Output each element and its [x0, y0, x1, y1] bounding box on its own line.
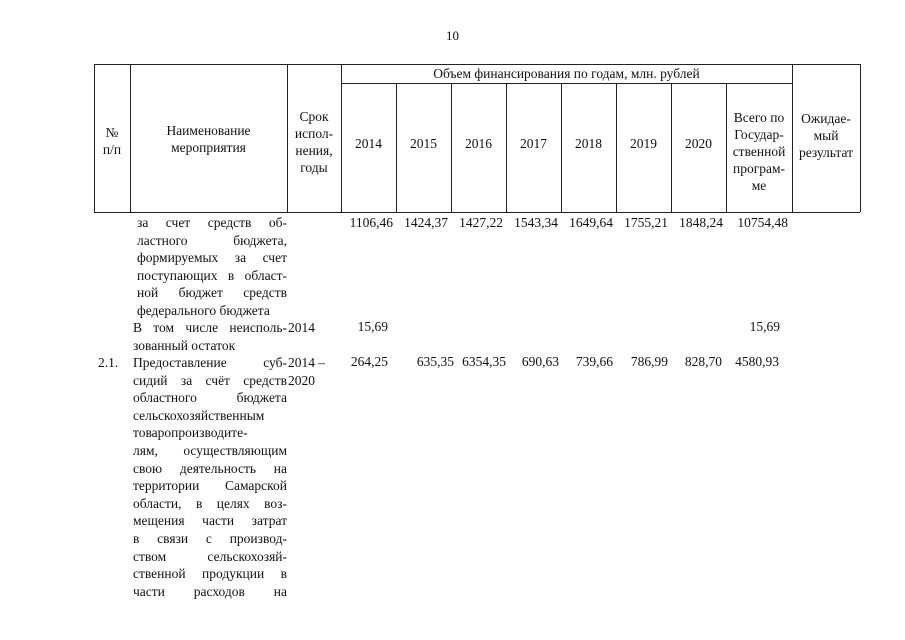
value-2019: 786,99	[630, 354, 668, 369]
header-year-2017: 2017	[520, 136, 547, 151]
value-2020: 1848,24	[679, 215, 723, 230]
page-number: 10	[446, 28, 459, 43]
row-term: 2014 – 2020	[288, 355, 326, 388]
row-term: 2014	[288, 320, 315, 335]
value-2014: 15,69	[357, 319, 388, 334]
row-num: 2.1.	[98, 355, 119, 370]
value-2017: 690,63	[521, 354, 559, 369]
header-name: Наименование мероприятия	[166, 123, 251, 155]
header-num: № п/п	[102, 125, 122, 157]
header-year-2019: 2019	[630, 136, 657, 151]
value-2020: 828,70	[684, 354, 722, 369]
row-name: В том числе неисполь- зованный остаток	[133, 320, 287, 353]
value-2017: 1543,34	[514, 215, 558, 230]
header-term: Срок испол- нения, годы	[294, 109, 334, 175]
header-year-2015: 2015	[410, 136, 437, 151]
value-2015: 635,35	[416, 354, 454, 369]
value-2016: 6354,35	[462, 354, 506, 369]
value-2014: 264,25	[350, 354, 388, 369]
value-2016: 1427,22	[459, 215, 503, 230]
value-2014: 1106,46	[349, 215, 393, 230]
header-year-2018: 2018	[575, 136, 602, 151]
header-total: Всего по Государ- ственной програм- ме	[732, 110, 786, 193]
value-total: 4580,93	[735, 354, 779, 369]
row-name: за счет средств об- ластного бюджета, формируемых за счет поступающих в област- ной бюджет средств федерального бюджета	[137, 215, 287, 318]
value-2018: 739,66	[575, 354, 613, 369]
value-2015: 1424,37	[404, 215, 448, 230]
header-year-2020: 2020	[685, 136, 712, 151]
header-year-2016: 2016	[465, 136, 492, 151]
header-year-2014: 2014	[355, 136, 382, 151]
value-2019: 1755,21	[624, 215, 668, 230]
header-result: Ожидае- мый результат	[798, 111, 854, 160]
value-2018: 1649,64	[569, 215, 613, 230]
header-funding-group: Объем финансирования по годам, млн. рублей	[433, 66, 700, 81]
value-total: 15,69	[749, 319, 780, 334]
value-total: 10754,48	[737, 215, 788, 230]
row-name: Предоставление суб- сидий за счёт средств областного бюджета сельскохозяйственным товаропроизводите- лям, осуществляющим свою деятельность на территории Самарской области, в целях воз- мещения части затрат в связи с производ- ством сельскохозяй- ственной продукции в части расходов на	[133, 355, 287, 599]
